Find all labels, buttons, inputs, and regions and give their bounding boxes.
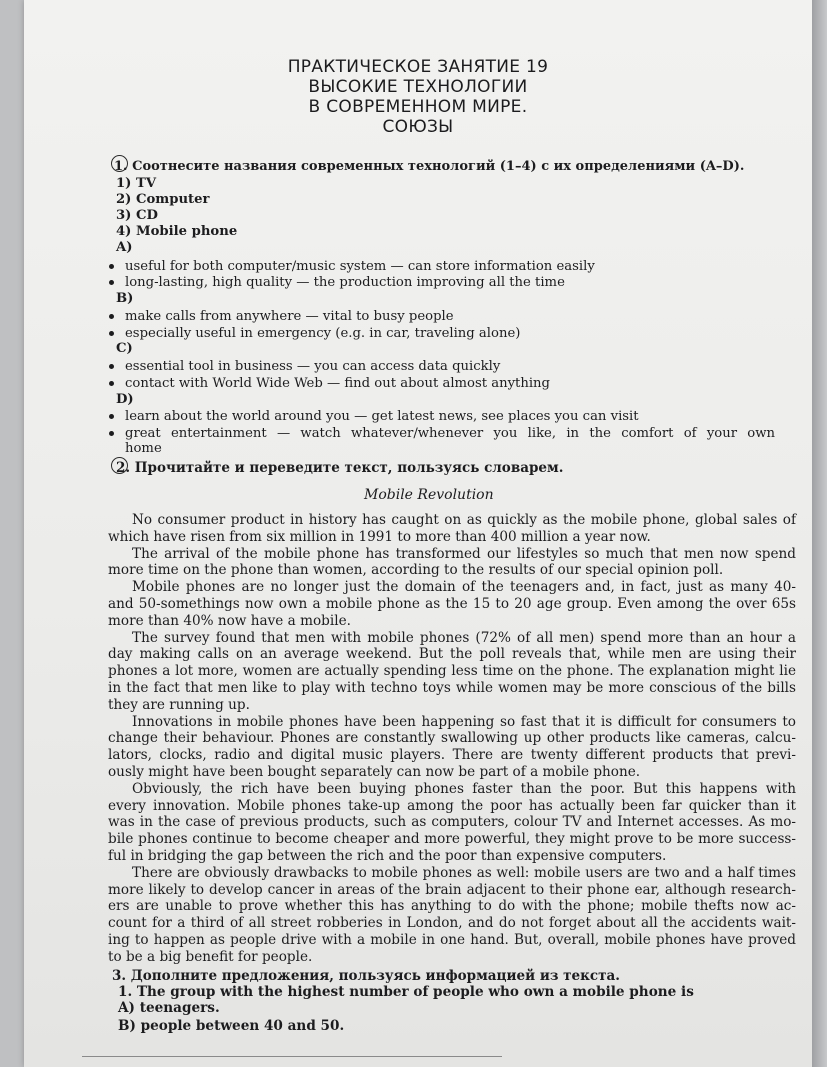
task3-option-b: B) people between 40 and 50.: [118, 1018, 345, 1034]
definition-c-2: contact with World Wide Web — find out about almost anything: [125, 376, 550, 391]
article-line: phones a lot more, women are actually spending less time on the phone. The explanation might lie: [108, 663, 796, 680]
task1-item-1: 1) TV: [116, 176, 157, 191]
divider: [82, 1056, 502, 1057]
lesson-title: ПРАКТИЧЕСКОЕ ЗАНЯТИЕ 19: [287, 57, 549, 77]
article-line: and 50-somethings now own a mobile phone as the 15 to 20 age group. Even among the over 65s: [108, 596, 796, 612]
task1-item-2: 2) Computer: [116, 192, 210, 207]
bullet-icon: [109, 280, 114, 285]
article-line: The survey found that men with mobile phones (72% of all men) spend more than an hour a: [132, 629, 796, 646]
article-line: There are obviously drawbacks to mobile phones as well: mobile users are two and a half times: [132, 864, 796, 881]
task1-item-3: 3) CD: [116, 208, 158, 223]
article-line: bile phones continue to become cheaper and more powerful, they might prove to be more success-: [108, 831, 796, 848]
article-line: lators, clocks, radio and digital music players. There are twenty different products that previ-: [108, 747, 796, 764]
task3-question-1: 1. The group with the highest number of people who own a mobile phone is: [118, 984, 694, 1000]
article-line: Obviously, the rich have been buying phones faster than the poor. But this happens with: [132, 780, 796, 797]
definition-c-label: C): [116, 341, 133, 356]
definition-a-2: long-lasting, high quality — the production improving all the time: [125, 275, 565, 290]
bullet-icon: [109, 314, 114, 319]
article-line: more likely to develop cancer in areas of the brain adjacent to their phone ear, although research-: [108, 881, 796, 898]
definition-d-2: great entertainment — watch whatever/whenever you like, in the comfort of your own: [125, 426, 775, 441]
article-line: Innovations in mobile phones have been happening so fast that it is difficult for consumers to: [132, 713, 796, 730]
bullet-icon: [109, 414, 114, 419]
task1-item-4: 4) Mobile phone: [116, 224, 238, 239]
article-line: count for a third of all street robberies in London, and do not forget about all the accidents wait-: [108, 915, 796, 932]
article-line: No consumer product in history has caught on as quickly as the mobile phone, global sales of: [132, 512, 796, 528]
bullet-icon: [109, 331, 114, 336]
definition-d-2-end: home: [125, 441, 162, 456]
topic-title-line1: ВЫСОКИЕ ТЕХНОЛОГИИ: [308, 77, 528, 97]
article-line: in the fact that men like to play with techno toys while women may be more conscious of the bills: [108, 680, 796, 696]
article-line: they are running up.: [108, 696, 250, 713]
bullet-icon: [109, 381, 114, 386]
article-line: which have risen from six million in 1991 to more than 400 million a year now.: [108, 528, 651, 545]
bullet-icon: [109, 364, 114, 369]
task1-title: 1. Соотнесите названия современных технологий (1–4) с их определениями (A–D).: [114, 159, 745, 174]
definition-b-2: especially useful in emergency (e.g. in car, traveling alone): [125, 326, 521, 341]
article-line: change their behaviour. Phones are constantly swallowing up other products like cameras, calcu-: [108, 730, 796, 747]
definition-a-label: A): [116, 240, 133, 255]
article-line: ful in bridging the gap between the rich and the poor than expensive computers.: [108, 848, 667, 864]
article-line: more time on the phone than women, according to the results of our special opinion poll.: [108, 562, 724, 579]
page-edge-shadow: [812, 0, 827, 1067]
bullet-icon: [109, 431, 114, 436]
definition-b-1: make calls from anywhere — vital to busy people: [125, 309, 454, 324]
definition-d-label: D): [116, 392, 134, 407]
article-line: ers are unable to prove whether this has anything to do with the phone; mobile thefts now ac-: [108, 898, 796, 915]
task2-title: 2. Прочитайте и переведите текст, пользуясь словарем.: [116, 460, 564, 476]
definition-c-1: essential tool in business — you can access data quickly: [125, 359, 501, 374]
article-line: day making calls on an average weekend. But the poll reveals that, while men are using their: [108, 646, 796, 663]
definition-b-label: B): [116, 291, 134, 306]
article-line: The arrival of the mobile phone has transformed our lifestyles so much that men now spend: [132, 545, 796, 562]
bullet-icon: [109, 264, 114, 269]
text-title: Mobile Revolution: [364, 487, 494, 503]
definition-a-1: useful for both computer/music system — can store information easily: [125, 259, 595, 274]
task3-title: 3. Дополните предложения, пользуясь информацией из текста.: [112, 968, 620, 984]
article-line: to be a big benefit for people.: [108, 948, 313, 965]
document-page: [24, 0, 812, 1067]
article-line: more than 40% now have a mobile.: [108, 612, 351, 629]
article-line: was in the case of previous products, such as computers, colour TV and Internet accesses. As mo-: [108, 814, 796, 831]
topic-title-line2: В СОВРЕМЕННОМ МИРЕ.: [308, 97, 528, 117]
definition-d-1: learn about the world around you — get latest news, see places you can visit: [125, 409, 639, 424]
article-line: ously might have been bought separately can now be part of a mobile phone.: [108, 764, 641, 780]
task3-option-a: A) teenagers.: [118, 1000, 220, 1016]
article-line: ing to happen as people drive with a mobile in one hand. But, overall, mobile phones have proved: [108, 932, 796, 948]
article-line: every innovation. Mobile phones take-up among the poor has actually been far quicker than it: [108, 797, 796, 814]
grammar-title: СОЮЗЫ: [382, 117, 454, 137]
article-line: Mobile phones are no longer just the domain of the teenagers and, in fact, just as many 40-: [132, 579, 796, 596]
